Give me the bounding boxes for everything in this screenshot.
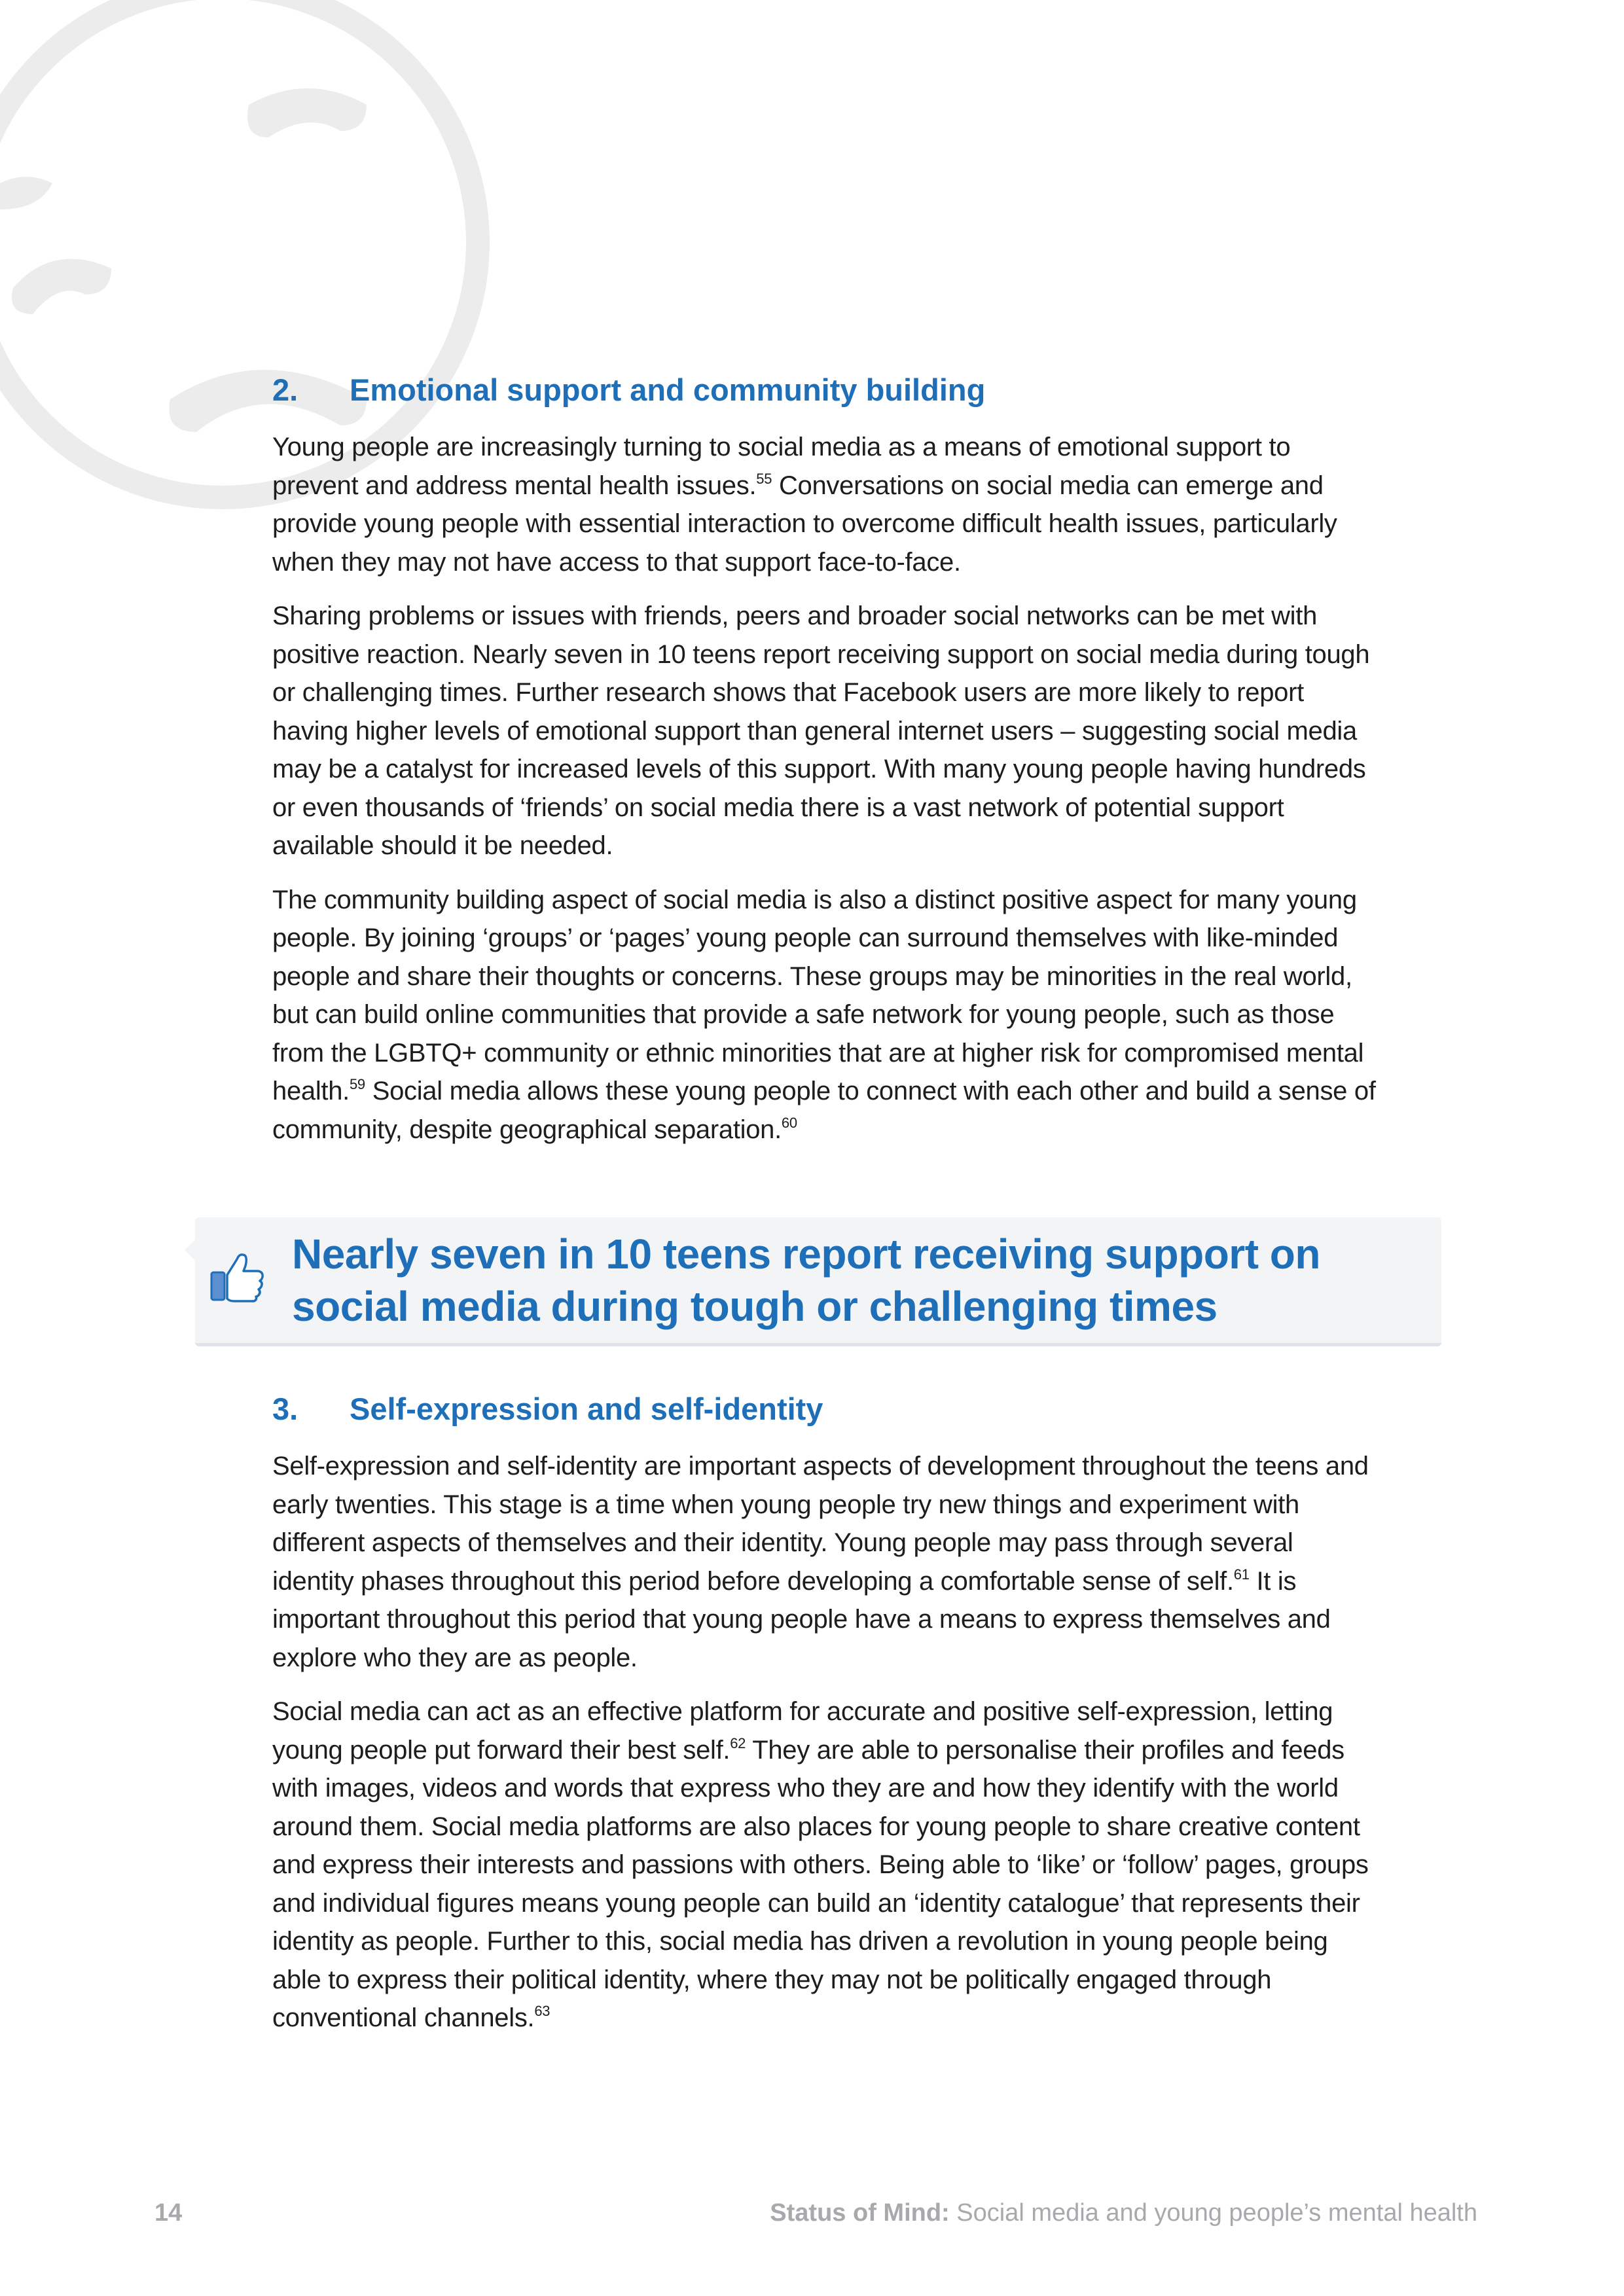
footnote-ref[interactable]: 55: [756, 470, 772, 487]
section-number: 3.: [272, 1391, 298, 1426]
thumbs-up-icon: [209, 1250, 266, 1302]
section-emotional-support: [272, 372, 1379, 1164]
footnote-ref[interactable]: 59: [350, 1076, 365, 1093]
section-number: 2.: [272, 372, 298, 407]
page-number: 14: [154, 2199, 183, 2227]
section-self-expression: [272, 1391, 1379, 2053]
section-title: Emotional support and community building: [350, 372, 986, 407]
footnote-ref[interactable]: 61: [1233, 1566, 1250, 1583]
callout-notch: [185, 1240, 195, 1261]
paragraph: Social media can act as an effective platform for accurate and positive self-expression, letting young people put forward their best self.$^{62}$ They are able to personalise their profiles and feeds with images, videos and words that express who they are and how they identify with the world around them. Social media platforms are also places for young people to share creative content and express their interests and passions with others. Being able to ‘like’ or ‘follow’ pages, groups and individual figures means young people can build an ‘identity catalogue’ that represents their identity as people. Further to this, social media has driven a revolution in young people being able to express their political identity, where they may not be politically engaged through conventional channels.$^{63}$: [272, 1697, 1369, 2033]
footnote-ref[interactable]: 63: [534, 2003, 550, 2020]
footnote-ref[interactable]: 60: [781, 1114, 797, 1131]
footnote-ref[interactable]: 62: [730, 1734, 746, 1751]
callout-text: Nearly seven in 10 teens report receiving support on social media during tough or challenging times: [292, 1230, 1320, 1330]
paragraph: Sharing problems or issues with friends, peers and broader social networks can be met with positive reaction. Nearly seven in 10 teens report receiving support on social media during tough or challenging times. Further research shows that Facebook users are more likely to report having higher levels of emotional support than general internet users – suggesting social media may be a catalyst for increased levels of this support. With many young people having hundreds or even thousands of ‘friends’ on social media there is a vast network of potential support available should it be needed.: [272, 601, 1370, 861]
section-title: Self-expression and self-identity: [350, 1391, 823, 1426]
section-heading: [272, 372, 1379, 408]
section-heading: [272, 1391, 1379, 1427]
paragraph: Self-expression and self-identity are important aspects of development throughout the teens and early twenties. This stage is a time when young people try new things and experiment with different aspects of themselves and their identity. Young people may pass through several identity phases throughout this period before developing a comfortable sense of self.$^{61}$ It is important throughout this period that young people have a means to express themselves and explore who they are as people.: [272, 1452, 1369, 1672]
running-footer-title: Status of Mind: Social media and young people’s mental health: [770, 2199, 1477, 2227]
paragraph: The community building aspect of social media is also a distinct positive aspect for many young people. By joining ‘groups’ or ‘pages’ young people can surround themselves with like-minded people and share their thoughts or concerns. These groups may be minorities in the real world, but can build online communities that provide a safe network for young people, such as those from the LGBTQ+ community or ethnic minorities that are at higher risk for compromised mental health.$^{59}$ Social media allows these young people to connect with each other and build a sense of community, despite geographical separation.$^{60}$: [272, 885, 1376, 1144]
pull-quote-callout: [195, 1217, 1441, 1346]
paragraph: Young people are increasingly turning to social media as a means of emotional support to prevent and address mental health issues.$^{55}$ Conversations on social media can emerge and provide young people with essential interaction to overcome difficult health issues, particularly when they may not have access to that support face-to-face.: [272, 433, 1337, 577]
